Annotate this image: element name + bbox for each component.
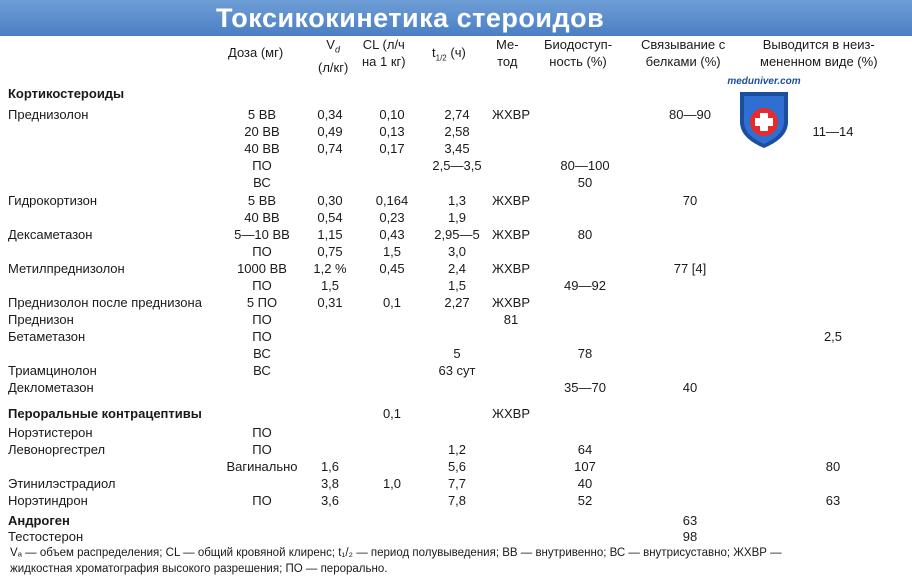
cell-bio: 49—92 [564,278,606,293]
cell-t: 1,5 [447,278,467,293]
cell-vd: 0,30 [317,193,343,208]
cell-dose: 40 ВВ [244,210,280,225]
cell-excr: 80 [825,459,841,474]
cell-bio: 40 [577,476,593,491]
cell-t: 2,27 [444,295,470,310]
section-contraceptives: Пероральные контрацептивы [8,406,202,421]
cell-t: 7,7 [447,476,467,491]
cell-bio: 78 [577,346,593,361]
cell-vd: 1,6 [320,459,340,474]
section-androgen: Андроген [8,513,70,528]
cell-name: Деклометазон [8,380,94,395]
cell-cl: 0,1 [382,406,402,421]
cell-method: ЖХВР [491,295,531,310]
cell-name: Норэтистерон [8,425,93,440]
cell-t: 5 [453,346,461,361]
cell-method: ЖХВР [491,406,531,421]
cell-cl: 0,17 [379,141,405,156]
cell-bio: 64 [577,442,593,457]
cell-vd: 0,49 [317,124,343,139]
cell-dose: 5 ПО [246,295,278,310]
cell-name: Бетаметазон [8,329,86,344]
cell-t: 2,5—3,5 [432,158,482,173]
cell-cl: 0,164 [375,193,409,208]
cell-bind: 80—90 [669,107,711,122]
cell-bio: 35—70 [564,380,606,395]
cell-cl: 0,1 [382,295,402,310]
cell-bio: 80—100 [560,158,610,173]
cell-cl: 1,5 [382,244,402,259]
cell-cl: 0,23 [379,210,405,225]
cell-t: 2,58 [444,124,470,139]
cell-t: 5,6 [447,459,467,474]
cell-name: Норэтиндрон [8,493,88,508]
cell-method: ЖХВР [491,261,531,276]
cell-vd: 0,34 [317,107,343,122]
cell-cl: 0,13 [379,124,405,139]
cell-dose: ПО [252,244,272,259]
cell-t: 3,45 [444,141,470,156]
cell-vd: 3,6 [320,493,340,508]
cell-dose: 20 ВВ [244,124,280,139]
cell-dose: Вагинально [226,459,298,474]
cell-dose: ПО [252,493,272,508]
cell-name: Левоноргестрел [8,442,106,457]
cell-method: ЖХВР [491,227,531,242]
cell-t: 7,8 [447,493,467,508]
cell-t: 63 сут [438,363,476,378]
cell-dose: ПО [252,278,272,293]
cell-t: 1,9 [447,210,467,225]
section-corticosteroids: Кортикостероиды [8,86,125,101]
cell-name: Дексаметазон [8,227,93,242]
cell-name: Триамцинолон [8,363,97,378]
cell-t: 2,74 [444,107,470,122]
cell-name: Этинилэстрадиол [8,476,116,491]
cell-dose: 5 ВВ [247,193,277,208]
page-title: Токсикокинетика стероидов [216,3,605,33]
cell-t: 1,3 [447,193,467,208]
header-bioavailability: Биодоступ- ность (%) [544,37,613,69]
cell-dose: ВС [253,175,271,190]
cell-excr: 11—14 [812,124,854,139]
cell-dose: ПО [252,158,272,173]
cell-t: 2,4 [447,261,467,276]
cell-vd: 1,15 [317,227,343,242]
cell-cl: 0,10 [379,107,405,122]
cell-dose: 5—10 ВВ [234,227,290,242]
cell-t: 2,95—5 [434,227,480,242]
cell-dose: ПО [252,425,272,440]
cell-dose: ВС [253,346,271,361]
cell-dose: 40 ВВ [244,141,280,156]
cell-name: Преднизолон после преднизона [8,295,202,310]
header-cl: CL (л/ч на 1 кг) [362,37,406,69]
shield-icon [724,76,804,152]
cell-cl: 0,45 [379,261,405,276]
cell-dose: 5 ВВ [247,107,277,122]
header-excreted: Выводится в неиз- мененном виде (%) [760,37,878,69]
cell-vd: 0,54 [317,210,343,225]
cell-t: 1,2 [447,442,467,457]
cell-dose: 1000 ВВ [237,261,287,276]
meduniver-logo [724,76,804,152]
cell-bio: 50 [577,175,593,190]
cell-vd: 0,75 [317,244,343,259]
cell-vd: 0,31 [317,295,343,310]
cell-dose: ВС [253,363,271,378]
cell-name: Гидрокортизон [8,193,98,208]
cell-vd: 1,5 [320,278,340,293]
header-protein-binding: Связывание с белками (%) [641,37,726,69]
cell-t: 3,0 [447,244,467,259]
cell-vd: 1,2 % [313,261,347,276]
cell-method: 81 [503,312,519,327]
cell-dose: ПО [252,329,272,344]
cell-dose: ПО [252,312,272,327]
header-vd: $V_d$ (л/кг) [318,37,349,75]
cell-excr: 2,5 [823,329,843,344]
cell-name: Преднизон [8,312,74,327]
cell-vd: 0,74 [317,141,343,156]
cell-bio: 107 [574,459,596,474]
cell-bio: 80 [577,227,593,242]
cell-vd: 3,8 [320,476,340,491]
watermark-text: meduniver.com [727,76,801,87]
header-dose: Доза (мг) [228,45,284,60]
footnote-line-1: Vₐ — объем распределения; CL — общий кровяной клиренс; t₁/₂ — период полувыведения; ВВ — внутривенно; ВС — внутрисуставно; ЖХВР — [10,547,782,559]
footnote [10,545,910,577]
cell-method: ЖХВР [491,193,531,208]
footnote-line-2: жидкостная хроматография высокого разрешения; ПО — перорально. [10,563,388,575]
cell-name: Преднизолон [8,107,89,122]
cell-name: Метилпреднизолон [8,261,125,276]
header-t-half: $t_{1/2}$ (ч) [432,45,466,63]
cell-bind: 40 [682,380,698,395]
cell-dose: ПО [252,442,272,457]
cell-bio: 52 [577,493,593,508]
cell-cl: 0,43 [379,227,405,242]
cell-bind: 70 [682,193,698,208]
cell-cl: 1,0 [382,476,402,491]
cell-method: ЖХВР [491,107,531,122]
cell-excr: 63 [825,493,841,508]
cell-name: Тестостерон [8,529,84,544]
title-banner [0,0,912,36]
header-method: Ме- тод [496,37,519,69]
cell-bind: 98 [682,529,698,544]
cell-bind: 63 [682,513,698,528]
cell-bind: 77 [4] [673,261,707,276]
